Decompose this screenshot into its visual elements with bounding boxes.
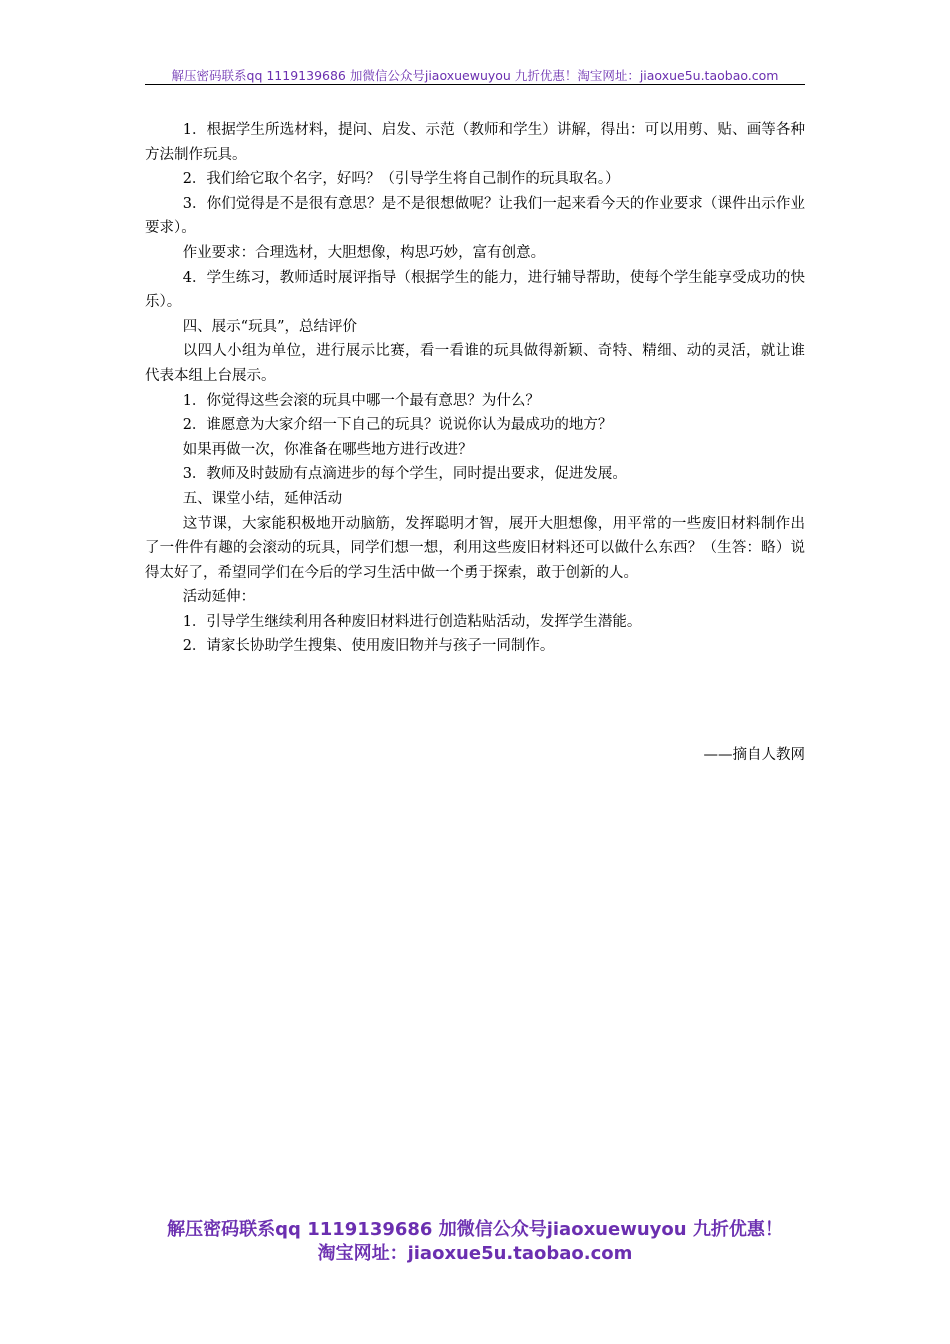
paragraph: 3．教师及时鼓励有点滴进步的每个学生，同时提出要求，促进发展。 <box>182 466 627 483</box>
paragraph: 以四人小组为单位，进行展示比赛，看一看谁的玩具做得新颖、奇特、精细、动的灵活，就让谁代表本组上台展示。 <box>145 343 805 384</box>
paragraph: 3．你们觉得是不是很有意思？是不是很想做呢？让我们一起来看今天的作业要求（课件出示作业要求）。 <box>145 195 805 237</box>
paragraph: 如果再做一次，你准备在哪些地方进行改进？ <box>182 441 473 458</box>
source-signature: ——摘自人教网 <box>703 747 805 763</box>
paragraph: 1．引导学生继续利用各种废旧材料进行创造粘贴活动，发挥学生潜能。 <box>182 613 642 630</box>
section-heading: 四、展示“玩具”，总结评价 <box>182 318 358 335</box>
header-divider <box>145 84 805 85</box>
paragraph: 2．谁愿意为大家介绍一下自己的玩具？说说你认为最成功的地方？ <box>182 417 613 434</box>
paragraph: 1．根据学生所选材料，提问、启发、示范（教师和学生）讲解，得出：可以用剪、贴、画等各种方法制作玩具。 <box>145 122 805 163</box>
page-footer-watermark <box>120 1218 830 1266</box>
document-body <box>145 118 805 659</box>
paragraph: 作业要求：合理选材，大胆想像，构思巧妙，富有创意。 <box>182 244 546 261</box>
paragraph: 活动延伸： <box>182 589 256 606</box>
paragraph: 4．学生练习，教师适时展评指导（根据学生的能力，进行辅导帮助，使每个学生能享受成功的快乐）。 <box>145 269 805 311</box>
footer-line-shop: 淘宝网址：jiaoxue5u.taobao.com <box>317 1243 633 1264</box>
footer-line-contact: 解压密码联系qq 1119139686 加微信公众号jiaoxuewuyou 九折优惠！ <box>167 1219 783 1240</box>
paragraph: 2．请家长协助学生搜集、使用废旧物并与孩子一同制作。 <box>182 638 555 655</box>
paragraph: 这节课，大家能积极地开动脑筋，发挥聪明才智，展开大胆想像，用平常的一些废旧材料制作出了一件件有趣的会滚动的玩具，同学们想一想，利用这些废旧材料还可以做什么东西？（生答：略）说得太好了，希望同学们在今后的学习生活中做一个勇于探索，敢于创新的人。 <box>145 515 805 581</box>
paragraph: 1．你觉得这些会滚的玩具中哪一个最有意思？为什么？ <box>182 392 540 409</box>
page-header-watermark: 解压密码联系qq 1119139686 加微信公众号jiaoxuewuyou 九折优惠！淘宝网址：jiaoxue5u.taobao.com <box>171 68 779 83</box>
paragraph: 2．我们给它取个名字，好吗？（引导学生将自己制作的玩具取名。） <box>182 171 620 188</box>
section-heading: 五、课堂小结，延伸活动 <box>182 490 343 507</box>
